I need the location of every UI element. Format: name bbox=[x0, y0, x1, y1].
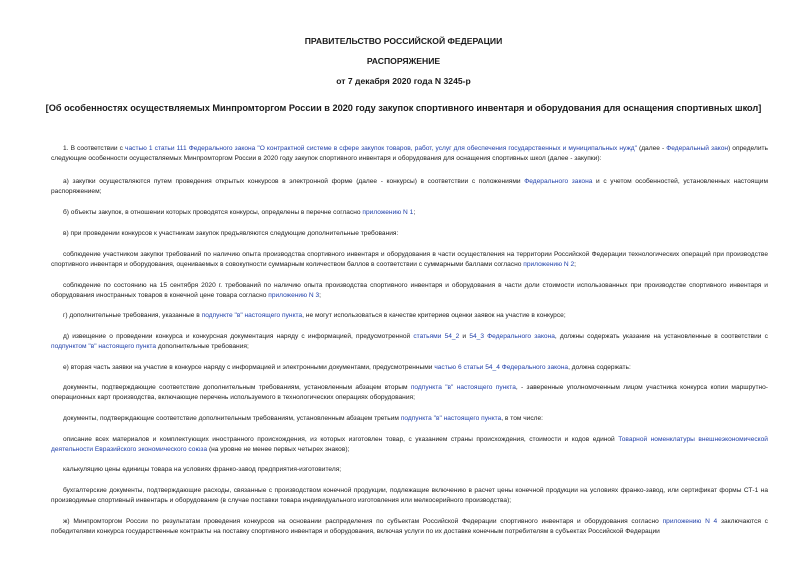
text: ; bbox=[413, 209, 416, 216]
date-number-heading: от 7 декабря 2020 года N 3245-р bbox=[336, 76, 471, 86]
text: ; bbox=[574, 261, 576, 268]
paragraph-e-2 bbox=[51, 414, 768, 424]
text: , должны содержать указание на установленные в соответствии с bbox=[554, 333, 768, 340]
text: документы, подтверждающие соответствие дополнительным требованиям, установленным абзацем третьим bbox=[63, 415, 401, 422]
text: е) вторая часть заявки на участие в конкурсе наряду с информацией и электронными документами, предусмотренными bbox=[63, 364, 435, 371]
text: ж) Минпромторгом России по результатам проведения конкурсов на основании распределения по субъектам Российской Федерации спортивного инвентаря и оборудования согласно bbox=[63, 518, 663, 525]
subparagraph-v-link[interactable]: подпункте "в" настоящего пункта bbox=[201, 312, 303, 319]
paragraph-e bbox=[51, 363, 768, 373]
paragraph-d bbox=[51, 332, 768, 352]
appendix-1-link[interactable]: приложению N 1 bbox=[362, 209, 414, 216]
text: бухгалтерские документы, подтверждающие расходы, связанные с производством конечной продукции, подлежащие включению в расчет цены конечной продукции на условиях франко-завод, или сертификат формы СТ-1 на производимые спортивный инвентарь и оборудование (в случае поставки товара индивидуального изготовления или мелкосерийного производства); bbox=[51, 487, 768, 504]
text: описание всех материалов и комплектующих иностранного происхождения, из которых изготовлен товар, с указанием страны происхождения, стоимости и кодов единой bbox=[63, 436, 619, 443]
article-54-2-link[interactable]: статьями 54_2 bbox=[413, 333, 460, 340]
text: , должна содержать: bbox=[568, 364, 631, 371]
text: дополнительные требования; bbox=[156, 343, 249, 350]
text: (далее - bbox=[636, 145, 667, 152]
text: калькуляцию цены единицы товара на условиях франко-завод предприятия-изготовителя; bbox=[63, 466, 342, 473]
paragraph-b bbox=[51, 208, 768, 218]
text: ) определить следующие особенности осуществляемых Минпромторгом России в 2020 году закупок спортивного инвентаря и оборудования для оснащения спортивных школ (далее - закупки): bbox=[51, 145, 768, 162]
text: г) дополнительные требования, указанные в bbox=[63, 312, 202, 319]
law-article-link[interactable]: частью 1 статьи 111 Федерального закона "О контрактной системе в сфере закупок товаров, работ, услуг для обеспечения государственных и муниципальных нужд" bbox=[125, 145, 637, 152]
federal-law-link[interactable]: Федерального закона bbox=[524, 178, 593, 185]
appendix-4-link[interactable]: приложению N 4 bbox=[662, 518, 718, 525]
paragraph-a bbox=[51, 177, 768, 197]
text: , не могут использоваться в качестве критериев оценки заявок на участие в конкурсе; bbox=[302, 312, 566, 319]
paragraph-1 bbox=[51, 144, 768, 164]
text: в) при проведении конкурсов к участникам закупок предъявляются следующие дополнительные требования: bbox=[63, 230, 399, 237]
paragraph-v bbox=[51, 229, 768, 239]
subparagraph-v-link[interactable]: подпунктом "в" настоящего пункта bbox=[51, 343, 157, 350]
text: и bbox=[459, 333, 470, 340]
text: (на уровне не менее первых четырех знаков); bbox=[207, 446, 350, 453]
federal-law-link[interactable]: Федеральный закон bbox=[666, 145, 729, 152]
paragraph-e-5 bbox=[51, 486, 768, 506]
document-type-heading: РАСПОРЯЖЕНИЕ bbox=[366, 56, 441, 66]
text: д) извещение о проведении конкурса и конкурсная документация наряду с информацией, предусмотренной bbox=[63, 333, 414, 340]
text: соблюдение по состоянию на 15 сентября 2020 г. требований по наличию опыта производства спортивного инвентаря и оборудования в части доли стоимости использованных при производстве спортивного инвентаря и оборудования иностранных товаров в конечной цене товара согласно bbox=[51, 282, 768, 299]
text: б) объекты закупок, в отношении которых проводятся конкурсы, определены в перечне согласно bbox=[63, 209, 363, 216]
text: и с учетом особенностей, установленных настоящим распоряжением; bbox=[51, 178, 768, 195]
text: 1. В соответствии с bbox=[63, 145, 126, 152]
paragraph-e-1 bbox=[51, 383, 768, 403]
text: документы, подтверждающие соответствие дополнительным требованиям, установленным абзацем вторым bbox=[63, 384, 411, 391]
text: ; bbox=[319, 292, 321, 299]
appendix-2-link[interactable]: приложению N 2 bbox=[523, 261, 575, 268]
document-title: [Об особенностях осуществляемых Минпромторгом России в 2020 году закупок спортивного инвентаря и оборудования для оснащения спортивных школ] bbox=[45, 103, 762, 113]
paragraph-e-3 bbox=[51, 435, 768, 455]
text: заключаются с победителями конкурса государственные контракты на поставку спортивного инвентаря и оборудования, включая услуги по их доставке конечным потребителям в субъектах Российской Федерации bbox=[51, 518, 768, 535]
paragraph-v-2 bbox=[51, 281, 768, 301]
text: соблюдение участником закупки требований по наличию опыта производства спортивного инвентаря и оборудования в части осуществления на территории Российской Федерации технологических операций при производстве спортивного инвентаря и оборудования, оцениваемых в совокупности суммарным количеством баллов в соответствии с суммарными баллами согласно bbox=[51, 251, 768, 268]
article-54-3-link[interactable]: 54_3 Федерального закона bbox=[469, 333, 555, 340]
paragraph-zh bbox=[51, 517, 768, 537]
text: , в том числе: bbox=[501, 415, 544, 422]
article-54-4-link[interactable]: частью 6 статьи 54_4 Федерального закона bbox=[434, 364, 569, 371]
text: , - заверенные уполномоченным лицом участника конкурса копии маршрутно-операционных карт производства, включающие перечень используемого в технологических операциях оборудования; bbox=[51, 384, 768, 401]
text: а) закупки осуществляются путем проведения открытых конкурсов в электронной форме (далее - конкурсы) в соответствии с положениями bbox=[63, 178, 525, 185]
paragraph-v-1 bbox=[51, 250, 768, 270]
subparagraph-v-link[interactable]: подпункта "в" настоящего пункта bbox=[410, 384, 516, 391]
paragraph-e-4 bbox=[51, 465, 768, 475]
commodity-nomenclature-link[interactable]: Товарной номенклатуры внешнеэкономической деятельности Евразийского экономического союза bbox=[51, 436, 768, 453]
paragraph-g bbox=[51, 311, 768, 321]
appendix-3-link[interactable]: приложению N 3 bbox=[268, 292, 320, 299]
government-heading: ПРАВИТЕЛЬСТВО РОССИЙСКОЙ ФЕДЕРАЦИИ bbox=[304, 36, 503, 46]
subparagraph-v-link[interactable]: подпункта "в" настоящего пункта bbox=[400, 415, 502, 422]
